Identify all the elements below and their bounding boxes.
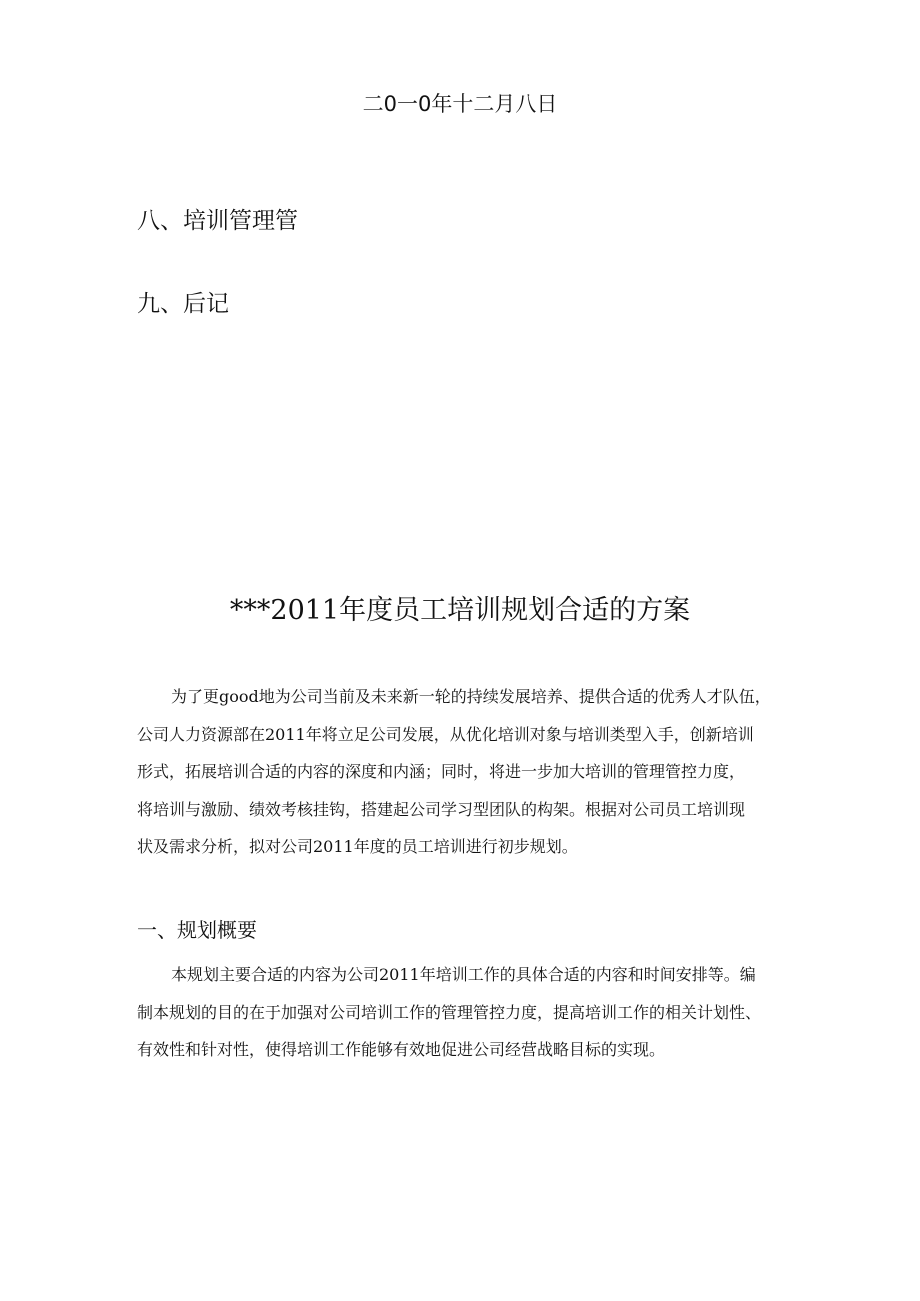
paragraph-line: 公司人力资源部在2011年将立足公司发展，从优化培训对象与培训类型入手，创新培训 bbox=[137, 724, 754, 744]
paragraph-line: 有效性和针对性，使得培训工作能够有效地促进公司经营战略目标的实现。 bbox=[137, 1040, 666, 1059]
intro-paragraph bbox=[137, 678, 783, 866]
document-date: 二0一0年十二月八日 bbox=[362, 92, 558, 116]
paragraph-line: 为了更good地为公司当前及未来新一轮的持续发展培养、提供合适的优秀人才队伍， bbox=[171, 687, 771, 706]
paragraph-line: 状及需求分析，拟对公司2011年度的员工培训进行初步规划。 bbox=[137, 837, 578, 856]
heading-postscript: 九、后记 bbox=[137, 291, 229, 317]
section-heading-overview: 一、规划概要 bbox=[137, 918, 257, 942]
paragraph-line: 将培训与激励、绩效考核挂钩，搭建起公司学习型团队的构架。根据对公司员工培训现 bbox=[137, 799, 746, 819]
paragraph-line: 本规划主要合适的内容为公司2011年培训工作的具体合适的内容和时间安排等。编 bbox=[171, 965, 756, 984]
paragraph-line: 形式，拓展培训合适的内容的深度和内涵；同时，将进一步加大培训的管理管控力度， bbox=[137, 762, 746, 781]
heading-training-management: 八、培训管理管 bbox=[137, 208, 298, 234]
document-title: ***2011年度员工培训规划合适的方案 bbox=[229, 595, 691, 626]
overview-paragraph bbox=[137, 956, 783, 1069]
paragraph-line: 制本规划的目的在于加强对公司培训工作的管理管控力度，提高培训工作的相关计划性、 bbox=[137, 1002, 762, 1022]
